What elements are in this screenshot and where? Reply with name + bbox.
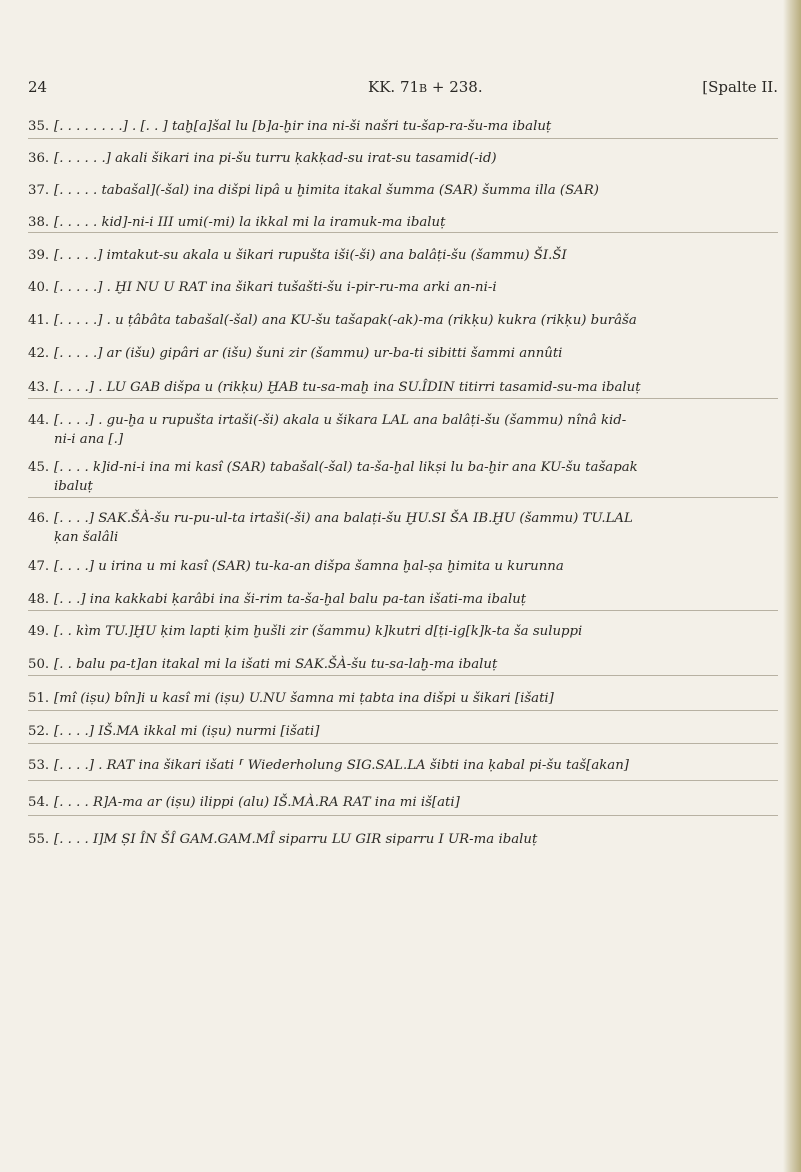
- section-rule: [28, 780, 778, 781]
- text-line: 52. [. . . .] IŠ.MA ikkal mi (iṣu) nurmi [išati]: [28, 724, 320, 739]
- text-line: 39. [. . . . .] imtakut-su akala u šikari rupušta iši(-ši) ana balâṭi-šu (šammu) ŠI.ŠI: [28, 248, 567, 263]
- section-rule: [28, 497, 778, 498]
- text-line: 45. [. . . . k]id-ni-i ina mi kasî (SAR) tabašal(-šal) ta-ša-ḫal likṣi lu ba-ḫir ana KU-šu tašapak ibaluṭ: [28, 460, 638, 494]
- section-rule: [28, 815, 778, 816]
- section-rule: [28, 675, 778, 676]
- text-line: 51. [mî (iṣu) bîn]i u kasî mi (iṣu) U.NU šamna mi ṭabta ina dišpi u šikari [išati]: [28, 691, 554, 706]
- section-rule: [28, 610, 778, 611]
- column-label: [Spalte II.: [702, 78, 778, 96]
- page-number: 24: [28, 78, 48, 96]
- text-line: 41. [. . . . .] . u ṭâbâta tabašal(-šal) ana KU-šu tašapak(-ak)-ma (rikḳu) kukra (rikḳu) burâša: [28, 313, 637, 328]
- text-line: 55. [. . . . I]M ṢI ÎN ŠÎ GAM.GAM.MÎ siparru LU GIR siparru I UR-ma ibaluṭ: [28, 832, 538, 847]
- text-line: 36. [. . . . . .] akali šikari ina pi-šu turru ḳakḳad-su irat-su tasamid(-id): [28, 151, 497, 166]
- section-rule: [28, 710, 778, 711]
- text-line: 48. [. . .] ina kakkabi ḳarâbi ina ši-rim ta-ša-ḫal balu pa-tan išati-ma ibaluṭ: [28, 592, 527, 607]
- text-line: 54. [. . . . R]A-ma ar (iṣu) ilippi (alu) IŠ.MÀ.RA RAT ina mi iš[ati]: [28, 795, 460, 810]
- section-rule: [28, 743, 778, 744]
- text-line: 53. [. . . .] . RAT ina šikari išati ⸢ Wiederholung SIG.SAL.LA šibti ina ḳabal pi-šu taš[akan]: [28, 758, 629, 773]
- section-rule: [28, 232, 778, 233]
- tablet-reference: KK. 71b + 238.: [368, 78, 483, 96]
- page-header: [28, 78, 778, 100]
- text-line: 35. [. . . . . . . .] . [. . ] taḫ[a]šal lu [b]a-ḫir ina ni-ši našri tu-šap-ra-šu-ma ibaluṭ: [28, 119, 552, 134]
- text-line: 47. [. . . .] u irina u mi kasî (SAR) tu-ka-an dišpa šamna ḫal-ṣa ḫimita u kurunna: [28, 559, 564, 574]
- text-line: 49. [. . kìm TU.]ḪU ḳim lapti ḳim ḫušli zir (šammu) k]kutri d[ṭi-ig[k]k-ta ša suluppi: [28, 624, 583, 639]
- text-line: 43. [. . . .] . LU GAB dišpa u (rikḳu) ḪAB tu-sa-maḫ ina SU.ÎDIN titirri tasamid-su-ma ibaluṭ: [28, 380, 641, 395]
- text-line: 42. [. . . . .] ar (išu) gipâri ar (išu) šuni zir (šammu) ur-ba-ti sibitti šammi annûti: [28, 346, 563, 361]
- text-line: 38. [. . . . . kid]-ni-i III umi(-mi) la ikkal mi la iramuk-ma ibaluṭ: [28, 215, 446, 230]
- text-line: 40. [. . . . .] . ḪI NU U RAT ina šikari tušašti-šu i-pir-ru-ma arki an-ni-i: [28, 280, 497, 295]
- text-line: 37. [. . . . . tabašal](-šal) ina dišpi lipâ u ḫimita itakal šumma (SAR) šumma illa (SAR): [28, 183, 599, 198]
- page-edge: [783, 0, 801, 1172]
- section-rule: [28, 138, 778, 139]
- section-rule: [28, 398, 778, 399]
- text-line: 46. [. . . .] SAK.ŠÀ-šu ru-pu-ul-ta irtaši(-ši) ana balaṭi-šu ḪU.SI ŠA IB.ḪU (šammu) TU.LAL ḳan šalâli: [28, 511, 633, 545]
- text-line: 50. [. . balu pa-t]an itakal mi la išati mi SAK.ŠÀ-šu tu-sa-laḫ-ma ibaluṭ: [28, 657, 498, 672]
- text-line: 44. [. . . .] . gu-ḫa u rupušta irtaši(-ši) akala u šikara LAL ana balâṭi-šu (šammu) nînâ kid- ni-i ana [.]: [28, 413, 627, 447]
